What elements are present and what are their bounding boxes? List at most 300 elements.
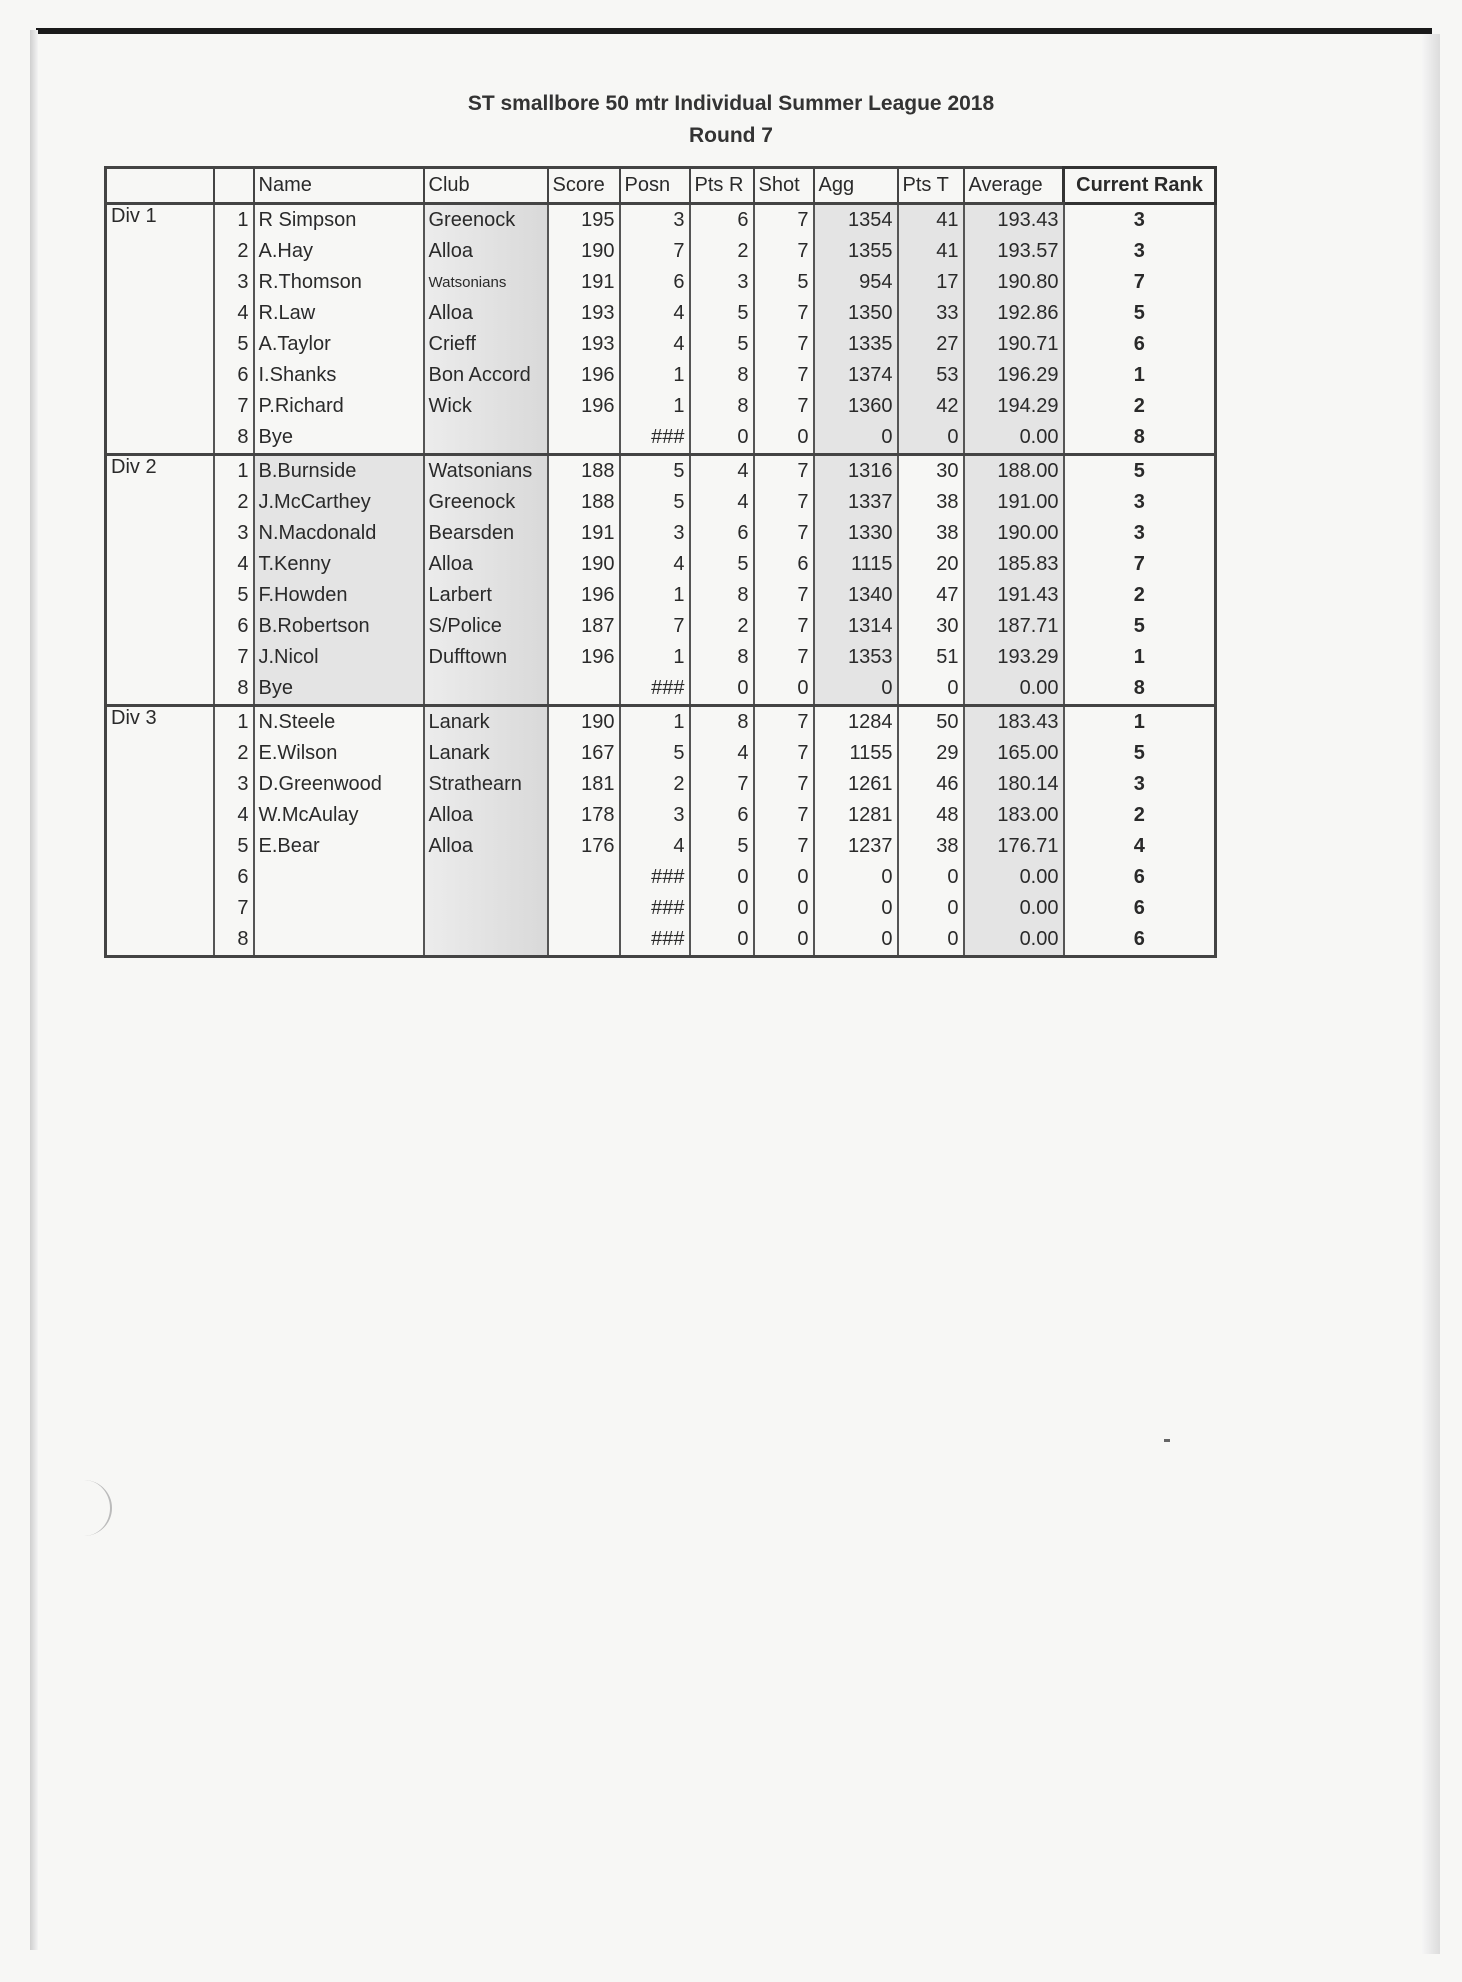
- table-row: [106, 518, 1216, 549]
- league-table: [104, 166, 1217, 958]
- pts-r-cell: 6: [690, 518, 754, 549]
- division-label: Div 3: [106, 706, 214, 957]
- score-cell: 191: [548, 518, 620, 549]
- scan-mark: [84, 1480, 112, 1536]
- agg-cell: 1335: [814, 329, 898, 360]
- table-row: [106, 769, 1216, 800]
- average-cell: 188.00: [964, 455, 1064, 488]
- shot-cell: 7: [754, 831, 814, 862]
- table-row: [106, 862, 1216, 893]
- agg-cell: 1355: [814, 236, 898, 267]
- average-cell: 193.43: [964, 204, 1064, 237]
- name-cell: [254, 862, 424, 893]
- average-cell: 183.00: [964, 800, 1064, 831]
- agg-cell: 1284: [814, 706, 898, 739]
- club-cell: Dufftown: [424, 642, 548, 673]
- row-number: 4: [214, 298, 254, 329]
- rank-cell: 5: [1064, 738, 1216, 769]
- agg-cell: 954: [814, 267, 898, 298]
- shot-cell: 0: [754, 422, 814, 455]
- page-subtitle: Round 7: [689, 124, 773, 147]
- scan-edge-top: [36, 28, 1432, 34]
- average-cell: 180.14: [964, 769, 1064, 800]
- agg-cell: 1340: [814, 580, 898, 611]
- posn-cell: 7: [620, 611, 690, 642]
- name-cell: R.Law: [254, 298, 424, 329]
- name-cell: B.Burnside: [254, 455, 424, 488]
- rank-cell: 5: [1064, 298, 1216, 329]
- score-cell: 181: [548, 769, 620, 800]
- pts-r-cell: 8: [690, 580, 754, 611]
- posn-cell: ###: [620, 422, 690, 455]
- scan-dot: [1164, 1439, 1170, 1442]
- agg-cell: 0: [814, 893, 898, 924]
- rank-cell: 1: [1064, 706, 1216, 739]
- posn-cell: ###: [620, 862, 690, 893]
- agg-cell: 1237: [814, 831, 898, 862]
- pts-t-cell: 0: [898, 924, 964, 957]
- table-row: [106, 360, 1216, 391]
- club-cell: Watsonians: [424, 267, 548, 298]
- rank-cell: 4: [1064, 831, 1216, 862]
- club-cell: Strathearn: [424, 769, 548, 800]
- rank-cell: 1: [1064, 360, 1216, 391]
- name-cell: R.Thomson: [254, 267, 424, 298]
- posn-cell: 2: [620, 769, 690, 800]
- table-row: [106, 204, 1216, 237]
- rank-cell: 7: [1064, 549, 1216, 580]
- pts-t-cell: 51: [898, 642, 964, 673]
- rank-cell: 1: [1064, 642, 1216, 673]
- name-cell: E.Wilson: [254, 738, 424, 769]
- pts-t-cell: 41: [898, 204, 964, 237]
- agg-cell: 1155: [814, 738, 898, 769]
- name-cell: [254, 893, 424, 924]
- table-row: [106, 422, 1216, 455]
- pts-r-cell: 5: [690, 298, 754, 329]
- name-cell: Bye: [254, 673, 424, 706]
- pts-t-cell: 46: [898, 769, 964, 800]
- shot-cell: 7: [754, 298, 814, 329]
- pts-t-cell: 27: [898, 329, 964, 360]
- agg-cell: 0: [814, 924, 898, 957]
- row-number: 5: [214, 831, 254, 862]
- score-cell: 190: [548, 236, 620, 267]
- pts-t-cell: 42: [898, 391, 964, 422]
- posn-cell: 1: [620, 580, 690, 611]
- name-cell: J.Nicol: [254, 642, 424, 673]
- posn-cell: 5: [620, 455, 690, 488]
- pts-t-cell: 17: [898, 267, 964, 298]
- header-posn: Posn: [620, 168, 690, 204]
- pts-r-cell: 4: [690, 738, 754, 769]
- header-club: Club: [424, 168, 548, 204]
- agg-cell: 1115: [814, 549, 898, 580]
- agg-cell: 1354: [814, 204, 898, 237]
- club-cell: Lanark: [424, 738, 548, 769]
- score-cell: [548, 422, 620, 455]
- row-number: 1: [214, 706, 254, 739]
- shot-cell: 7: [754, 204, 814, 237]
- rank-cell: 7: [1064, 267, 1216, 298]
- club-cell: Alloa: [424, 236, 548, 267]
- pts-r-cell: 0: [690, 924, 754, 957]
- pts-r-cell: 8: [690, 360, 754, 391]
- club-cell: Bon Accord: [424, 360, 548, 391]
- rank-cell: 2: [1064, 391, 1216, 422]
- shot-cell: 7: [754, 518, 814, 549]
- pts-r-cell: 0: [690, 422, 754, 455]
- rank-cell: 3: [1064, 204, 1216, 237]
- score-cell: [548, 673, 620, 706]
- agg-cell: 1316: [814, 455, 898, 488]
- score-cell: 191: [548, 267, 620, 298]
- rank-cell: 5: [1064, 455, 1216, 488]
- pts-r-cell: 5: [690, 329, 754, 360]
- rank-cell: 3: [1064, 236, 1216, 267]
- table-row: [106, 455, 1216, 488]
- posn-cell: 7: [620, 236, 690, 267]
- table-row: [106, 611, 1216, 642]
- score-cell: [548, 893, 620, 924]
- posn-cell: 4: [620, 329, 690, 360]
- name-cell: P.Richard: [254, 391, 424, 422]
- shot-cell: 7: [754, 236, 814, 267]
- table-row: [106, 549, 1216, 580]
- rank-cell: 5: [1064, 611, 1216, 642]
- scan-edge-left: [30, 30, 38, 1950]
- name-cell: A.Taylor: [254, 329, 424, 360]
- shot-cell: 7: [754, 329, 814, 360]
- row-number: 2: [214, 487, 254, 518]
- row-number: 5: [214, 329, 254, 360]
- pts-r-cell: 0: [690, 673, 754, 706]
- row-number: 7: [214, 893, 254, 924]
- average-cell: 190.00: [964, 518, 1064, 549]
- table-row: [106, 298, 1216, 329]
- average-cell: 190.80: [964, 267, 1064, 298]
- pts-t-cell: 20: [898, 549, 964, 580]
- pts-r-cell: 5: [690, 549, 754, 580]
- table-row: [106, 329, 1216, 360]
- pts-r-cell: 8: [690, 642, 754, 673]
- club-cell: [424, 862, 548, 893]
- row-number: 6: [214, 360, 254, 391]
- agg-cell: 0: [814, 422, 898, 455]
- average-cell: 193.57: [964, 236, 1064, 267]
- header-agg: Agg: [814, 168, 898, 204]
- shot-cell: 7: [754, 706, 814, 739]
- agg-cell: 1330: [814, 518, 898, 549]
- pts-t-cell: 38: [898, 831, 964, 862]
- pts-t-cell: 38: [898, 518, 964, 549]
- average-cell: 165.00: [964, 738, 1064, 769]
- agg-cell: 1353: [814, 642, 898, 673]
- division-label: Div 2: [106, 455, 214, 706]
- name-cell: [254, 924, 424, 957]
- row-number: 8: [214, 673, 254, 706]
- club-cell: Alloa: [424, 831, 548, 862]
- pts-t-cell: 53: [898, 360, 964, 391]
- pts-t-cell: 41: [898, 236, 964, 267]
- shot-cell: 0: [754, 862, 814, 893]
- header-current-rank: Current Rank: [1064, 168, 1216, 204]
- score-cell: 188: [548, 455, 620, 488]
- name-cell: N.Macdonald: [254, 518, 424, 549]
- average-cell: 187.71: [964, 611, 1064, 642]
- posn-cell: 1: [620, 706, 690, 739]
- posn-cell: 1: [620, 642, 690, 673]
- posn-cell: ###: [620, 893, 690, 924]
- posn-cell: 5: [620, 487, 690, 518]
- table-row: [106, 642, 1216, 673]
- rank-cell: 8: [1064, 422, 1216, 455]
- score-cell: 167: [548, 738, 620, 769]
- row-number: 8: [214, 924, 254, 957]
- name-cell: W.McAulay: [254, 800, 424, 831]
- name-cell: D.Greenwood: [254, 769, 424, 800]
- club-cell: Greenock: [424, 204, 548, 237]
- pts-t-cell: 29: [898, 738, 964, 769]
- header-score: Score: [548, 168, 620, 204]
- table-row: [106, 487, 1216, 518]
- table-row: [106, 831, 1216, 862]
- average-cell: 191.00: [964, 487, 1064, 518]
- table-row: [106, 580, 1216, 611]
- row-number: 3: [214, 267, 254, 298]
- shot-cell: 7: [754, 455, 814, 488]
- shot-cell: 6: [754, 549, 814, 580]
- name-cell: A.Hay: [254, 236, 424, 267]
- posn-cell: 3: [620, 204, 690, 237]
- average-cell: 191.43: [964, 580, 1064, 611]
- club-cell: Wick: [424, 391, 548, 422]
- header-pts-t: Pts T: [898, 168, 964, 204]
- pts-r-cell: 8: [690, 706, 754, 739]
- name-cell: T.Kenny: [254, 549, 424, 580]
- pts-t-cell: 38: [898, 487, 964, 518]
- score-cell: 193: [548, 329, 620, 360]
- posn-cell: 4: [620, 549, 690, 580]
- row-number: 4: [214, 549, 254, 580]
- club-cell: Alloa: [424, 549, 548, 580]
- average-cell: 176.71: [964, 831, 1064, 862]
- pts-t-cell: 30: [898, 611, 964, 642]
- rank-cell: 2: [1064, 800, 1216, 831]
- posn-cell: ###: [620, 673, 690, 706]
- score-cell: 176: [548, 831, 620, 862]
- score-cell: 187: [548, 611, 620, 642]
- agg-cell: 1314: [814, 611, 898, 642]
- rank-cell: 6: [1064, 862, 1216, 893]
- table-body: [106, 204, 1216, 957]
- division-label: Div 1: [106, 204, 214, 455]
- header-name: Name: [254, 168, 424, 204]
- score-cell: 195: [548, 204, 620, 237]
- average-cell: 0.00: [964, 422, 1064, 455]
- pts-t-cell: 48: [898, 800, 964, 831]
- row-number: 3: [214, 518, 254, 549]
- shot-cell: 5: [754, 267, 814, 298]
- table-row: [106, 673, 1216, 706]
- name-cell: E.Bear: [254, 831, 424, 862]
- table-row: [106, 236, 1216, 267]
- rank-cell: 3: [1064, 487, 1216, 518]
- header-pts-r: Pts R: [690, 168, 754, 204]
- pts-t-cell: 0: [898, 673, 964, 706]
- row-number: 4: [214, 800, 254, 831]
- table-row: [106, 267, 1216, 298]
- score-cell: 190: [548, 549, 620, 580]
- agg-cell: 1281: [814, 800, 898, 831]
- row-number: 1: [214, 204, 254, 237]
- pts-t-cell: 47: [898, 580, 964, 611]
- average-cell: 194.29: [964, 391, 1064, 422]
- score-cell: 178: [548, 800, 620, 831]
- rank-cell: 6: [1064, 893, 1216, 924]
- agg-cell: 1350: [814, 298, 898, 329]
- average-cell: 0.00: [964, 862, 1064, 893]
- average-cell: 192.86: [964, 298, 1064, 329]
- average-cell: 185.83: [964, 549, 1064, 580]
- rank-cell: 2: [1064, 580, 1216, 611]
- posn-cell: 1: [620, 391, 690, 422]
- shot-cell: 7: [754, 580, 814, 611]
- club-cell: S/Police: [424, 611, 548, 642]
- row-number: 2: [214, 738, 254, 769]
- header-average: Average: [964, 168, 1064, 204]
- shot-cell: 7: [754, 487, 814, 518]
- table-row: [106, 738, 1216, 769]
- row-number: 6: [214, 611, 254, 642]
- pts-r-cell: 6: [690, 800, 754, 831]
- average-cell: 190.71: [964, 329, 1064, 360]
- posn-cell: 4: [620, 831, 690, 862]
- pts-t-cell: 50: [898, 706, 964, 739]
- shot-cell: 7: [754, 769, 814, 800]
- agg-cell: 1374: [814, 360, 898, 391]
- shot-cell: 7: [754, 800, 814, 831]
- rank-cell: 8: [1064, 673, 1216, 706]
- pts-r-cell: 3: [690, 267, 754, 298]
- club-cell: Crieff: [424, 329, 548, 360]
- average-cell: 183.43: [964, 706, 1064, 739]
- table-row: [106, 924, 1216, 957]
- shot-cell: 7: [754, 611, 814, 642]
- rank-cell: 3: [1064, 518, 1216, 549]
- agg-cell: 0: [814, 673, 898, 706]
- row-number: 2: [214, 236, 254, 267]
- header-div: [106, 168, 214, 204]
- pts-r-cell: 7: [690, 769, 754, 800]
- club-cell: Watsonians: [424, 455, 548, 488]
- shot-cell: 0: [754, 893, 814, 924]
- table-row: [106, 893, 1216, 924]
- score-cell: 196: [548, 391, 620, 422]
- pts-t-cell: 30: [898, 455, 964, 488]
- score-cell: [548, 924, 620, 957]
- header-shot: Shot: [754, 168, 814, 204]
- club-cell: [424, 673, 548, 706]
- pts-r-cell: 0: [690, 862, 754, 893]
- pts-r-cell: 2: [690, 611, 754, 642]
- average-cell: 196.29: [964, 360, 1064, 391]
- shot-cell: 0: [754, 924, 814, 957]
- pts-r-cell: 0: [690, 893, 754, 924]
- pts-r-cell: 4: [690, 455, 754, 488]
- pts-r-cell: 6: [690, 204, 754, 237]
- name-cell: I.Shanks: [254, 360, 424, 391]
- agg-cell: 1360: [814, 391, 898, 422]
- name-cell: Bye: [254, 422, 424, 455]
- posn-cell: 6: [620, 267, 690, 298]
- name-cell: J.McCarthey: [254, 487, 424, 518]
- pts-t-cell: 0: [898, 862, 964, 893]
- posn-cell: 5: [620, 738, 690, 769]
- club-cell: [424, 893, 548, 924]
- name-cell: B.Robertson: [254, 611, 424, 642]
- club-cell: Bearsden: [424, 518, 548, 549]
- agg-cell: 1337: [814, 487, 898, 518]
- shot-cell: 7: [754, 642, 814, 673]
- row-number: 7: [214, 391, 254, 422]
- page-title: ST smallbore 50 mtr Individual Summer League 2018: [467, 92, 995, 115]
- pts-r-cell: 4: [690, 487, 754, 518]
- header-no: [214, 168, 254, 204]
- club-cell: Greenock: [424, 487, 548, 518]
- average-cell: 0.00: [964, 924, 1064, 957]
- score-cell: 188: [548, 487, 620, 518]
- score-cell: 190: [548, 706, 620, 739]
- table-row: [106, 391, 1216, 422]
- score-cell: 196: [548, 642, 620, 673]
- score-cell: [548, 862, 620, 893]
- table-row: [106, 800, 1216, 831]
- shot-cell: 7: [754, 360, 814, 391]
- rank-cell: 3: [1064, 769, 1216, 800]
- name-cell: F.Howden: [254, 580, 424, 611]
- pts-r-cell: 5: [690, 831, 754, 862]
- pts-r-cell: 8: [690, 391, 754, 422]
- agg-cell: 0: [814, 862, 898, 893]
- table-row: [106, 706, 1216, 739]
- posn-cell: 3: [620, 518, 690, 549]
- score-cell: 193: [548, 298, 620, 329]
- shot-cell: 0: [754, 673, 814, 706]
- rank-cell: 6: [1064, 924, 1216, 957]
- row-number: 3: [214, 769, 254, 800]
- shot-cell: 7: [754, 391, 814, 422]
- rank-cell: 6: [1064, 329, 1216, 360]
- club-cell: [424, 924, 548, 957]
- pts-t-cell: 0: [898, 422, 964, 455]
- posn-cell: 3: [620, 800, 690, 831]
- average-cell: 0.00: [964, 893, 1064, 924]
- row-number: 7: [214, 642, 254, 673]
- club-cell: [424, 422, 548, 455]
- pts-r-cell: 2: [690, 236, 754, 267]
- score-cell: 196: [548, 360, 620, 391]
- club-cell: Larbert: [424, 580, 548, 611]
- row-number: 5: [214, 580, 254, 611]
- name-cell: N.Steele: [254, 706, 424, 739]
- scan-edge-right: [1422, 34, 1440, 1954]
- average-cell: 193.29: [964, 642, 1064, 673]
- agg-cell: 1261: [814, 769, 898, 800]
- posn-cell: 4: [620, 298, 690, 329]
- club-cell: Alloa: [424, 298, 548, 329]
- row-number: 6: [214, 862, 254, 893]
